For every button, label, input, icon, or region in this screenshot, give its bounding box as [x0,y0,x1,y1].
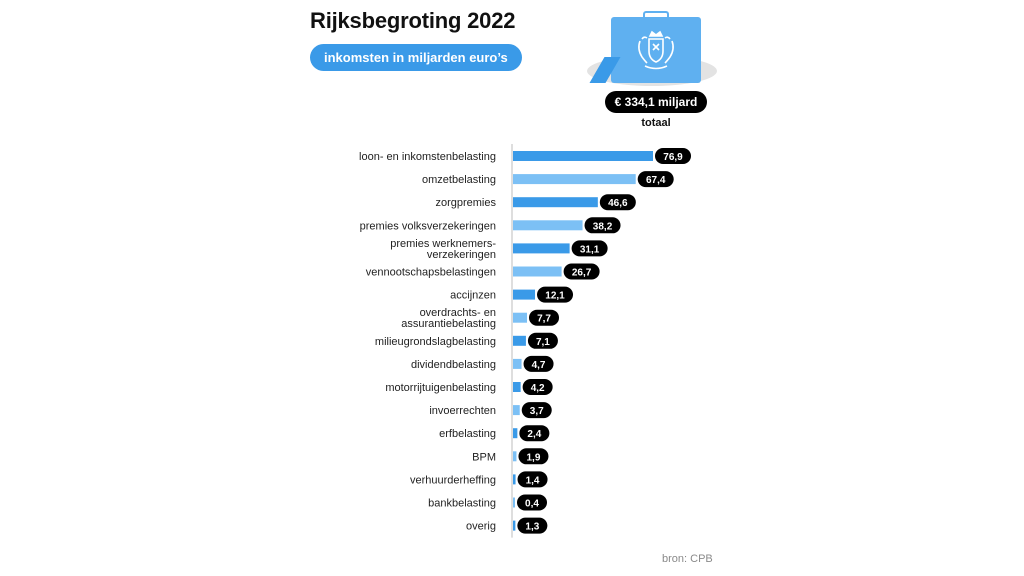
category-label: erfbelasting [439,428,496,441]
bar-row [385,379,552,395]
bar-row [435,194,635,210]
bar [513,151,653,161]
total-badge: € 334,1 miljard [605,91,707,113]
category-label: invoerrechten [429,405,496,418]
value-label: 31,1 [579,244,600,256]
category-label: motorrijtuigenbelasting [385,382,496,394]
bar [513,451,516,461]
category-label: loon- en inkomstenbelasting [359,151,496,163]
bar-row [360,217,621,233]
bar-row [410,471,548,487]
bar-row [366,264,600,280]
bar-row [390,238,607,261]
bar [513,174,636,184]
category-label: BPM [472,451,496,464]
value-label: 3,7 [529,406,544,418]
bar [513,290,535,300]
category-label: bankbelasting [428,497,496,510]
value-label: 46,6 [608,198,628,210]
bar-row [401,307,559,330]
bar-row [375,333,558,349]
bar [513,243,570,253]
value-label: 76,9 [663,152,683,163]
bar-row [359,148,691,164]
category-label: overig [466,520,496,533]
bar [513,428,517,438]
source-note: bron: CPB [662,553,713,565]
category-label: premies werknemers-verzekeringen [390,237,496,261]
bar [513,521,515,531]
bar [513,313,527,323]
category-label: zorgpremies [435,197,496,210]
value-label: 1,3 [525,521,540,533]
bar-row [422,171,674,187]
bar [513,220,583,230]
value-label: 4,2 [530,383,545,394]
value-label: 12,1 [545,290,565,302]
value-label: 38,2 [592,221,613,233]
category-label: milieugrondslagbelasting [374,335,496,348]
value-label: 0,4 [525,498,539,510]
bar-row [472,448,548,464]
value-label: 4,7 [531,359,546,371]
bar-row [439,425,549,441]
bar [513,405,520,415]
bar [513,474,516,484]
value-label: 67,4 [645,175,666,187]
value-label: 7,1 [535,336,550,348]
category-label: overdrachts- en assurantiebelasting [401,307,496,331]
bar-row [429,402,551,418]
bar [513,336,526,346]
bar-row [466,518,547,534]
bar-row [411,356,554,372]
value-label: 26,7 [571,267,592,279]
value-label: 7,7 [537,313,551,325]
category-label: omzetbelasting [422,174,496,187]
subtitle-pill: inkomsten in miljarden euro’s [310,44,522,71]
bar [513,382,521,392]
category-label: dividendbelasting [410,358,496,371]
category-label: vennootschapsbelastingen [365,266,496,279]
bar [513,197,598,207]
bar [513,498,515,508]
total-label: totaal [641,117,671,129]
value-label: 1,9 [526,452,541,464]
bar [513,359,522,369]
bar [513,267,562,277]
value-label: 1,4 [525,475,540,487]
category-label: premies volksverzekeringen [359,220,496,233]
category-label: accijnzen [450,289,496,302]
category-label: verhuurderheffing [409,474,496,487]
bar-row [428,495,547,511]
page-title: Rijksbegroting 2022 [310,8,516,33]
value-label: 2,4 [527,429,542,441]
